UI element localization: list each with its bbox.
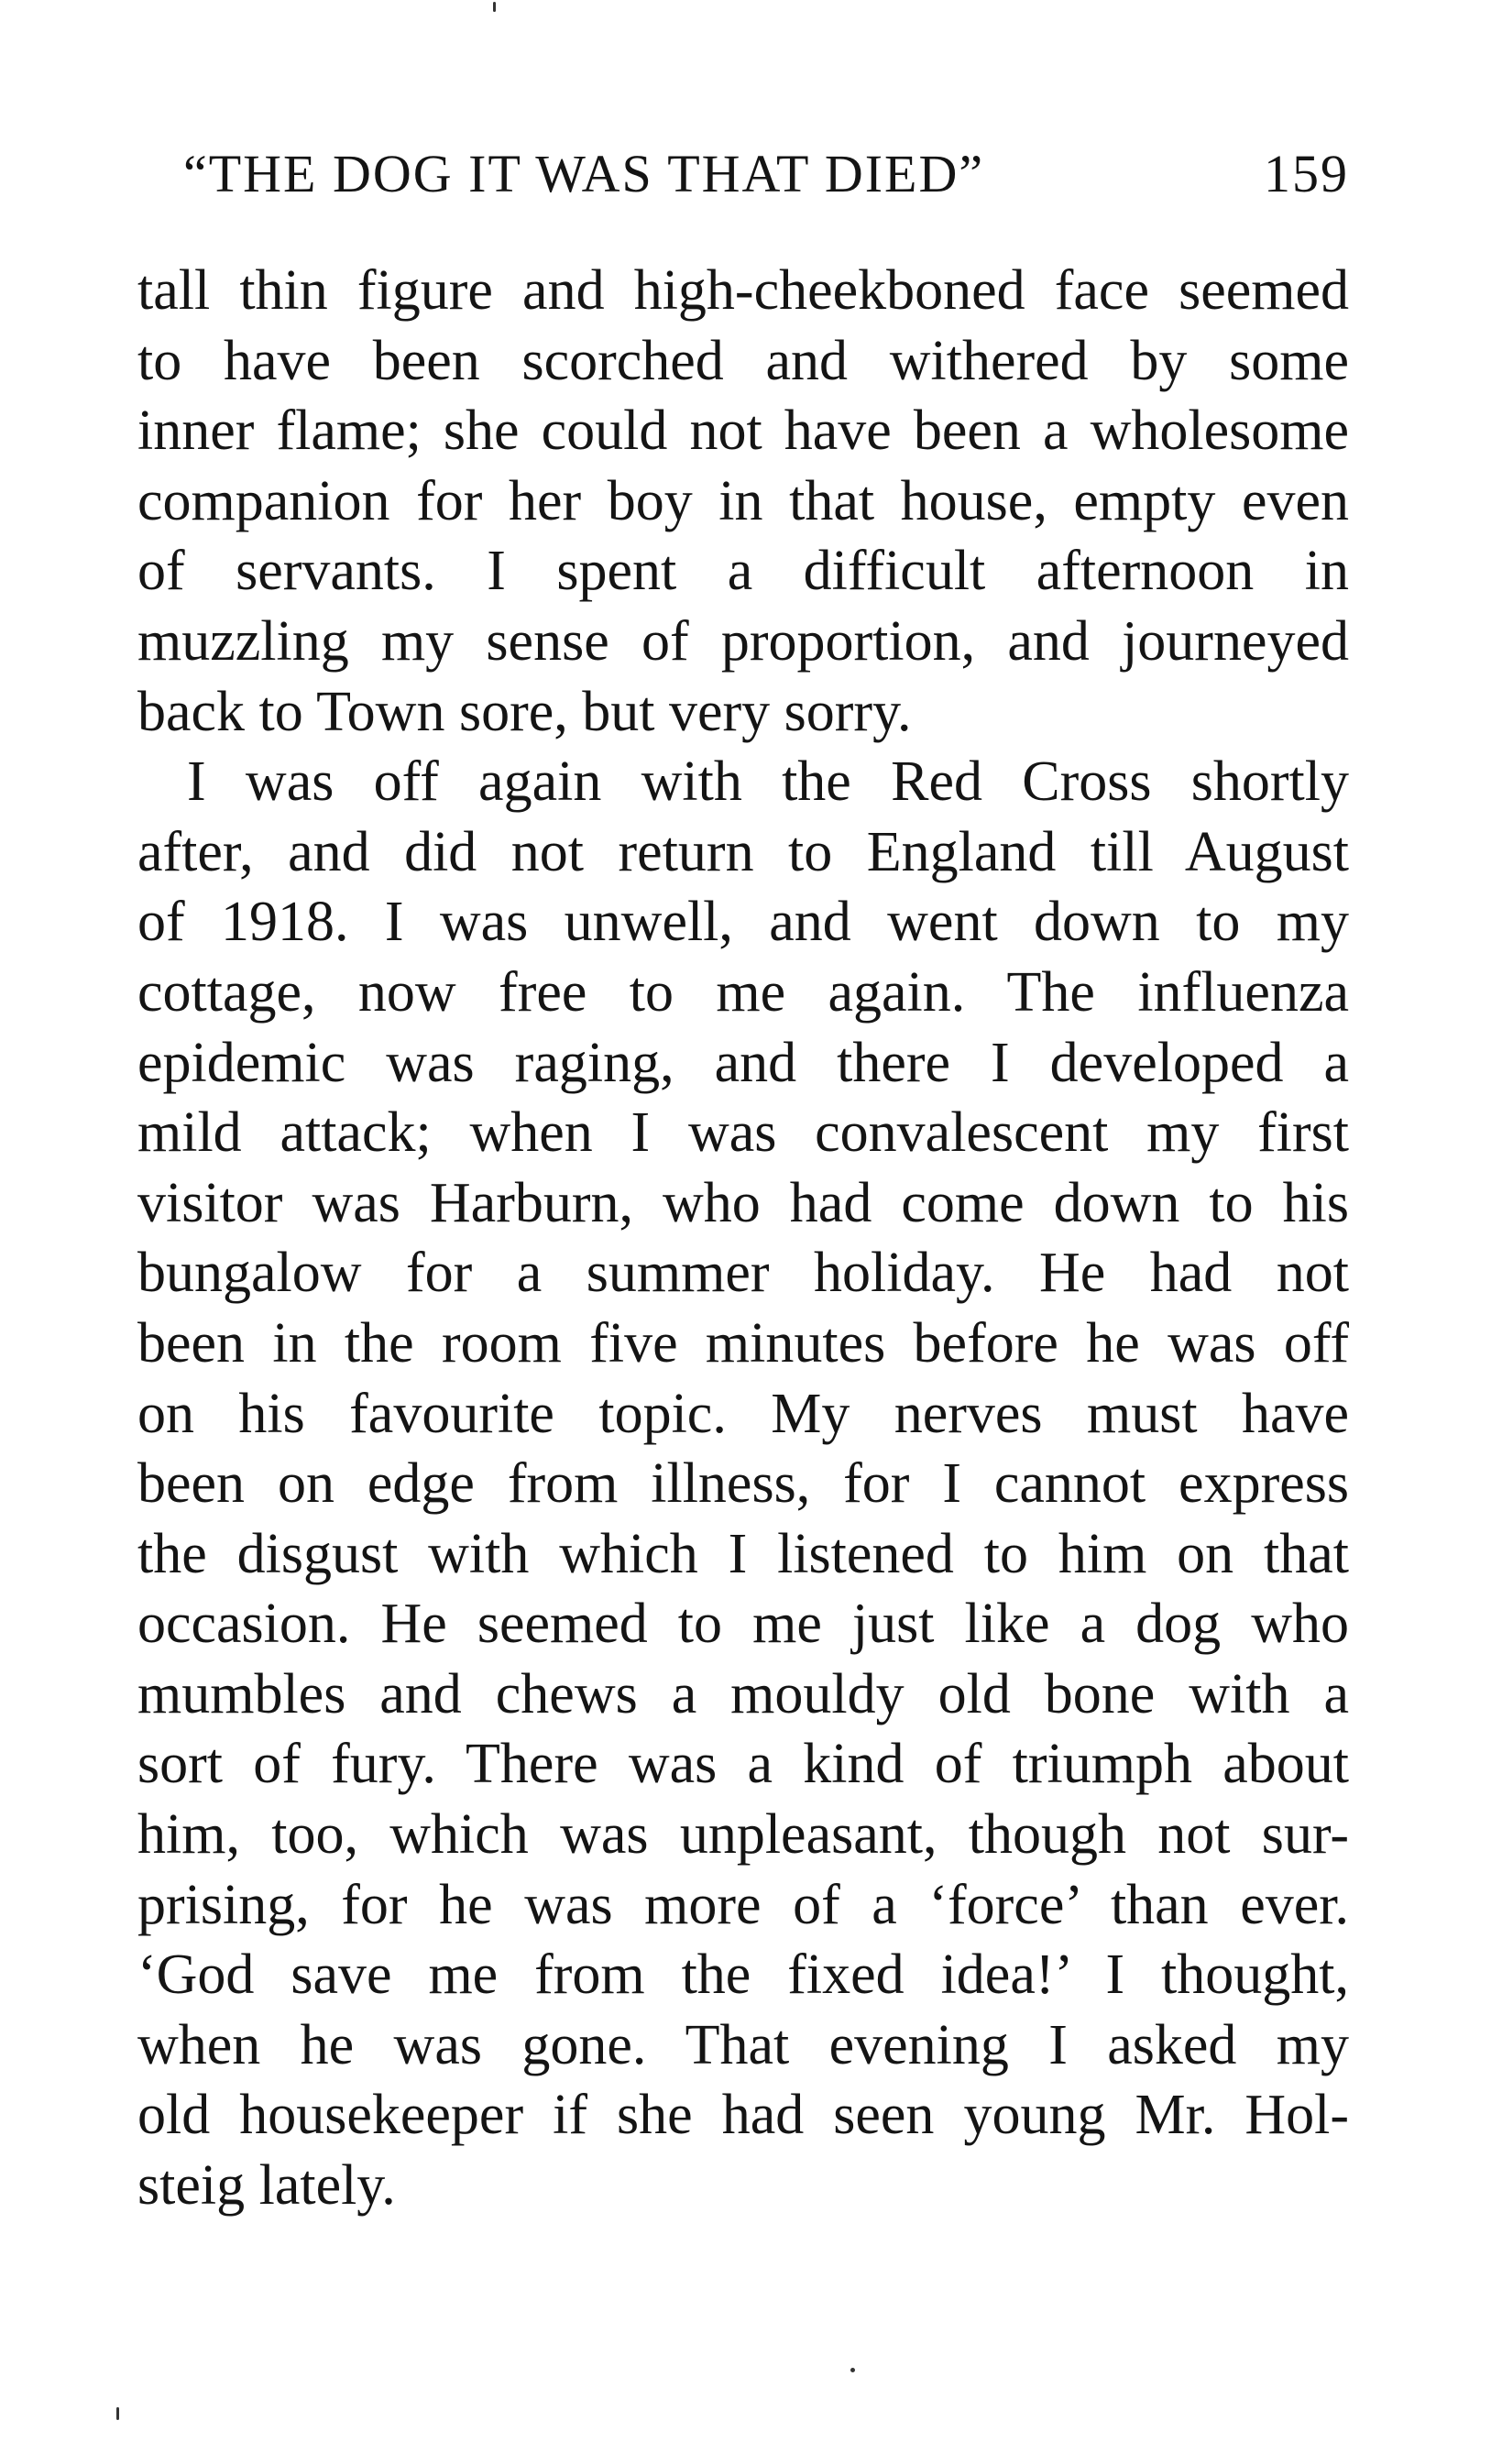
text-line: epidemic was raging, and there I developed a <box>137 1031 1349 1094</box>
scan-speck <box>493 2 496 12</box>
body-text <box>137 256 1349 2221</box>
scan-speck <box>116 2407 119 2420</box>
text-line: visitor was Harburn, who had come down to his <box>137 1171 1349 1234</box>
text-line: after, and did not return to England till August <box>137 820 1349 883</box>
scan-speck <box>850 2368 855 2372</box>
text-line: muzzling my sense of proportion, and journeyed <box>137 609 1349 673</box>
text-line: I was off again with the Red Cross shortly <box>187 750 1349 814</box>
text-line: old housekeeper if she had seen young Mr. Hol- <box>137 2084 1349 2147</box>
text-line: been in the room five minutes before he was off <box>137 1311 1349 1374</box>
text-line: on his favourite topic. My nerves must have <box>137 1382 1349 1445</box>
text-line: to have been scorched and withered by some <box>137 329 1349 392</box>
text-line: cottage, now free to me again. The influenza <box>137 960 1349 1024</box>
running-head-title: “THE DOG IT WAS THAT DIED” <box>183 144 985 203</box>
text-line: him, too, which was unpleasant, though not sur- <box>137 1803 1349 1867</box>
text-line: companion for her boy in that house, empty even <box>137 469 1349 532</box>
paragraph <box>137 256 1349 747</box>
paragraph <box>137 747 1349 2220</box>
text-line: sort of fury. There was a kind of triumph about <box>137 1733 1349 1796</box>
text-line: mild attack; when I was convalescent my first <box>137 1101 1349 1165</box>
text-line: been on edge from illness, for I cannot express <box>137 1452 1349 1516</box>
text-line: mumbles and chews a mouldy old bone with a <box>137 1662 1349 1725</box>
text-line: bungalow for a summer holiday. He had not <box>137 1242 1349 1305</box>
text-line: tall thin figure and high-cheekboned face seemed <box>137 259 1349 322</box>
text-line: the disgust with which I listened to him on that <box>137 1522 1349 1585</box>
text-line: inner flame; she could not have been a wholesome <box>137 400 1349 463</box>
text-line: prising, for he was more of a ‘force’ than ever. <box>137 1873 1349 1936</box>
text-line: steig lately. <box>137 2154 396 2218</box>
text-line: when he was gone. That evening I asked my <box>137 2013 1349 2076</box>
text-line: back to Town sore, but very sorry. <box>137 680 912 743</box>
text-line: ‘God save me from the fixed idea!’ I thought, <box>137 1944 1349 2007</box>
text-line: of 1918. I was unwell, and went down to my <box>137 891 1349 954</box>
text-line: occasion. He seemed to me just like a dog who <box>137 1593 1349 1656</box>
running-head <box>183 137 1349 211</box>
text-line: of servants. I spent a difficult afternoon in <box>137 540 1349 603</box>
page-number: 159 <box>1264 144 1349 203</box>
